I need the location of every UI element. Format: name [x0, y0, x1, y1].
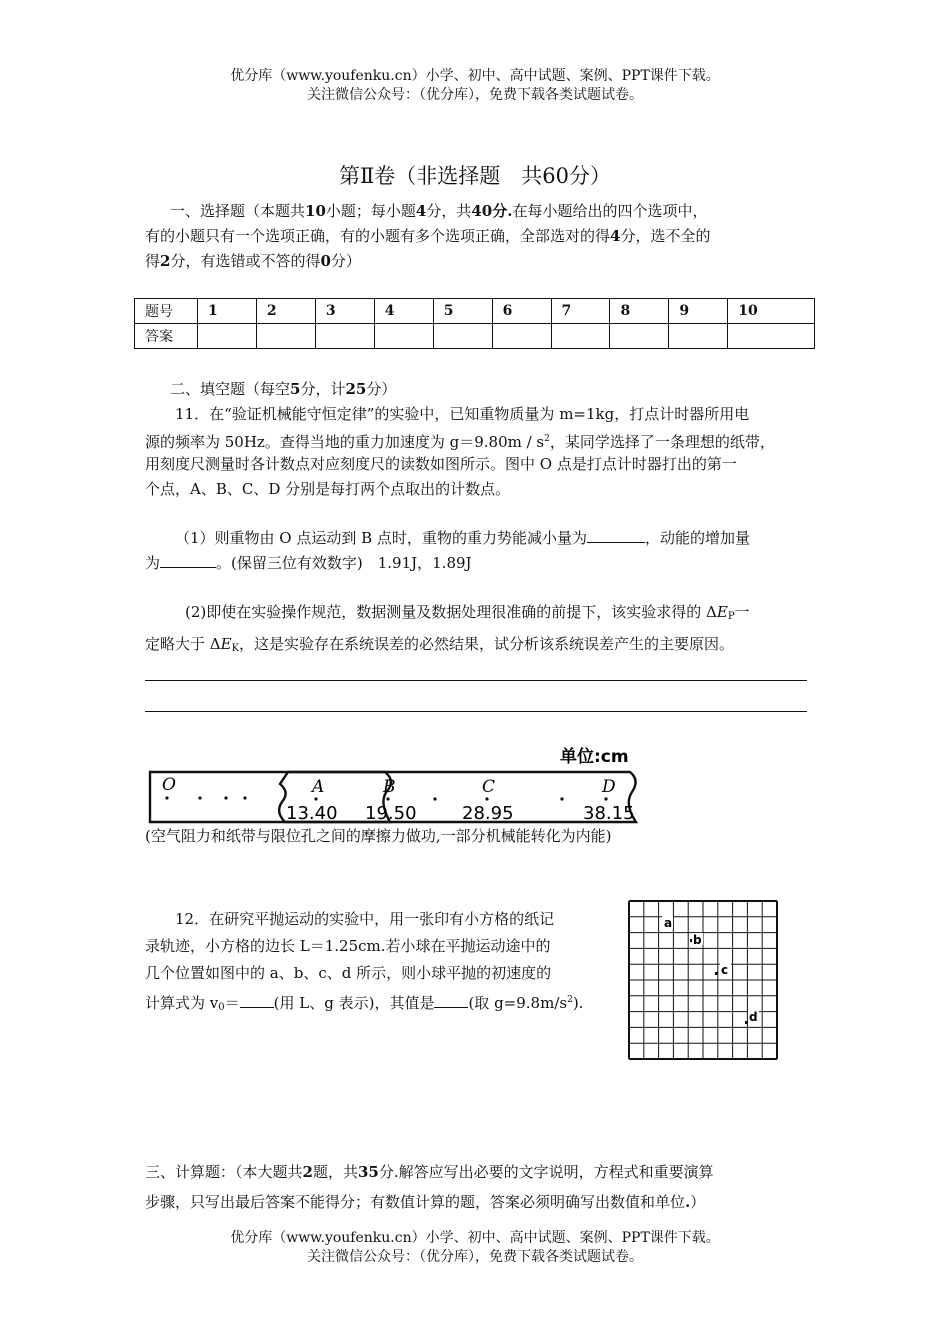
- section1-line-1: 一、选择题（本题共10小题；每小题4分，共40分.在每小题给出的四个选项中，: [170, 202, 708, 220]
- grid-label-d: d: [749, 1010, 758, 1024]
- question-number: 2: [256, 299, 315, 324]
- tape-point-label: B: [383, 777, 396, 797]
- question-number: 9: [669, 299, 728, 324]
- blank-kinetic-energy[interactable]: [160, 567, 216, 568]
- answer-cell[interactable]: [433, 324, 492, 349]
- answer-cell[interactable]: [256, 324, 315, 349]
- tape-dot: [560, 797, 563, 800]
- grid-points: [665, 923, 748, 1024]
- header-line-1: 优分库（www.youfenku.cn）小学、初中、高中试题、案例、PPT课件下载。: [230, 68, 720, 84]
- q11-line-4: 个点，A、B、C、D 分别是每打两个点取出的计数点。: [145, 480, 511, 498]
- q11-part1-line-2: 为 。(保留三位有效数字) 1.91J，1.89J: [145, 554, 472, 572]
- q11-line-1: 11．在“验证机械能守恒定律”的实验中，已知重物质量为 m=1kg，打点计时器所用电: [175, 405, 750, 423]
- grid-point-c: [715, 972, 718, 975]
- grid-lines: [629, 901, 777, 1059]
- q12-line-1: 12．在研究平抛运动的实验中，用一张印有小方格的纸记: [175, 910, 555, 928]
- answer-line-1[interactable]: [145, 680, 807, 681]
- answer-cell[interactable]: [728, 324, 815, 349]
- question-number: 6: [492, 299, 551, 324]
- tape-dot: [198, 796, 201, 799]
- tape-dot: [386, 797, 389, 800]
- tape-value-label: 28.95: [462, 803, 514, 824]
- answer-cell[interactable]: [198, 324, 257, 349]
- q11-part2-line-1: (2)即使在实验操作规范，数据测量及数据处理很准确的前提下，该实验求得的 $\Delta E_P$一: [185, 603, 750, 622]
- blank-potential-energy[interactable]: [587, 542, 645, 543]
- tape-dot: [604, 797, 607, 800]
- footer-line-2: 关注微信公众号：（优分库），免费下载各类试题试卷。: [307, 1249, 643, 1265]
- question-number: 5: [433, 299, 492, 324]
- grid-point-d: [745, 1021, 748, 1024]
- answer-line-2[interactable]: [145, 711, 807, 712]
- answer-cell[interactable]: [610, 324, 669, 349]
- trajectory-grid-figure: [627, 899, 780, 1062]
- tape-dots: [165, 796, 607, 800]
- blank-formula[interactable]: [240, 1007, 274, 1008]
- q12-text: [145, 906, 615, 1021]
- row-label-answer: 答案: [135, 324, 198, 349]
- paper-tape-figure: [140, 740, 660, 830]
- question-number: 1: [198, 299, 257, 324]
- tape-value-label: 13.40: [286, 803, 338, 824]
- tape-dot: [165, 796, 168, 799]
- header-line-2: 关注微信公众号：（优分库），免费下载各类试题试卷。: [307, 87, 643, 103]
- footer-line-1: 优分库（www.youfenku.cn）小学、初中、高中试题、案例、PPT课件下载。: [230, 1230, 720, 1246]
- q12-line-4: 计算式为 $v_0=$ (用 L、g 表示)，其值是 (取 $g=9.8m/s^2$).: [145, 994, 584, 1013]
- q11-part1-line-1: （1）则重物由 O 点运动到 B 点时，重物的重力势能减小量为 ，动能的增加量: [175, 529, 750, 547]
- answer-table-answer-row: [135, 324, 815, 349]
- q12-line-2: 录轨迹，小方格的边长 L＝1.25cm.若小球在平抛运动途中的: [145, 937, 551, 955]
- answer-table: [134, 298, 815, 349]
- answer-cell[interactable]: [315, 324, 374, 349]
- tape-left-segment: [150, 772, 391, 822]
- question-number: 10: [728, 299, 815, 324]
- question-number: 7: [551, 299, 610, 324]
- tape-value-label: 38.15: [583, 803, 635, 824]
- section1-line-3: 得2分，有选错或不答的得0分）: [145, 252, 361, 270]
- tape-value-label: 19.50: [365, 803, 417, 824]
- q12-line-3: 几个位置如图中的 a、b、c、d 所示，则小球平抛的初速度的: [145, 964, 552, 982]
- grid-label-c: c: [721, 963, 729, 977]
- tape-point-label: C: [482, 777, 496, 797]
- tape-dot: [243, 796, 246, 799]
- q11-line-2: 源的频率为 50Hz。查得当地的重力加速度为 $g=9.80m / s^2$，某同学选择了一条理想的纸带，: [145, 433, 775, 451]
- tape-dot: [433, 797, 436, 800]
- section3-line-1: 三、计算题：（本大题共2题，共35分.解答应写出必要的文字说明，方程式和重要演算: [145, 1163, 714, 1181]
- question-number: 4: [374, 299, 433, 324]
- tape-dot: [485, 797, 488, 800]
- answer-cell[interactable]: [551, 324, 610, 349]
- answer-cell[interactable]: [492, 324, 551, 349]
- answer-cell[interactable]: [669, 324, 728, 349]
- q11-part2-line-2: 定略大于 $\Delta E_K$，这是实验存在系统误差的必然结果，试分析该系统误差产生的主要原因。: [145, 635, 735, 654]
- question-number: 3: [315, 299, 374, 324]
- tape-dot: [314, 797, 317, 800]
- tape-point-label: D: [602, 777, 616, 797]
- question-number: 8: [610, 299, 669, 324]
- tape-dot: [224, 796, 227, 799]
- tape-unit-label: 单位:cm: [560, 747, 629, 767]
- blank-value[interactable]: [434, 1007, 468, 1008]
- page-title: 第Ⅱ卷（非选择题 共60分）: [339, 164, 611, 188]
- section1-line-2: 有的小题只有一个选项正确，有的小题有多个选项正确，全部选对的得4分，选不全的: [145, 227, 711, 245]
- q11-line-3: 用刻度尺测量时各计数点对应刻度尺的读数如图所示。图中 O 点是打点计时器打出的第一: [145, 455, 737, 473]
- tape-point-label: O: [162, 775, 176, 795]
- page-header: [0, 67, 950, 105]
- answer-cell[interactable]: [374, 324, 433, 349]
- grid-label-b: b: [693, 933, 702, 947]
- grid-label-a: a: [664, 916, 673, 930]
- tape-point-label: A: [312, 777, 325, 797]
- section3-line-2: 步骤，只写出最后答案不能得分；有数值计算的题，答案必须明确写出数值和单位.）: [145, 1193, 706, 1211]
- section2-heading: 二、填空题（每空5分，计25分）: [170, 380, 397, 398]
- q11-answer-note: (空气阻力和纸带与限位孔之间的摩擦力做功,一部分机械能转化为内能): [145, 827, 612, 845]
- answer-table-header-row: [135, 299, 815, 324]
- page-footer: [0, 1229, 950, 1267]
- row-label-question: 题号: [135, 299, 198, 324]
